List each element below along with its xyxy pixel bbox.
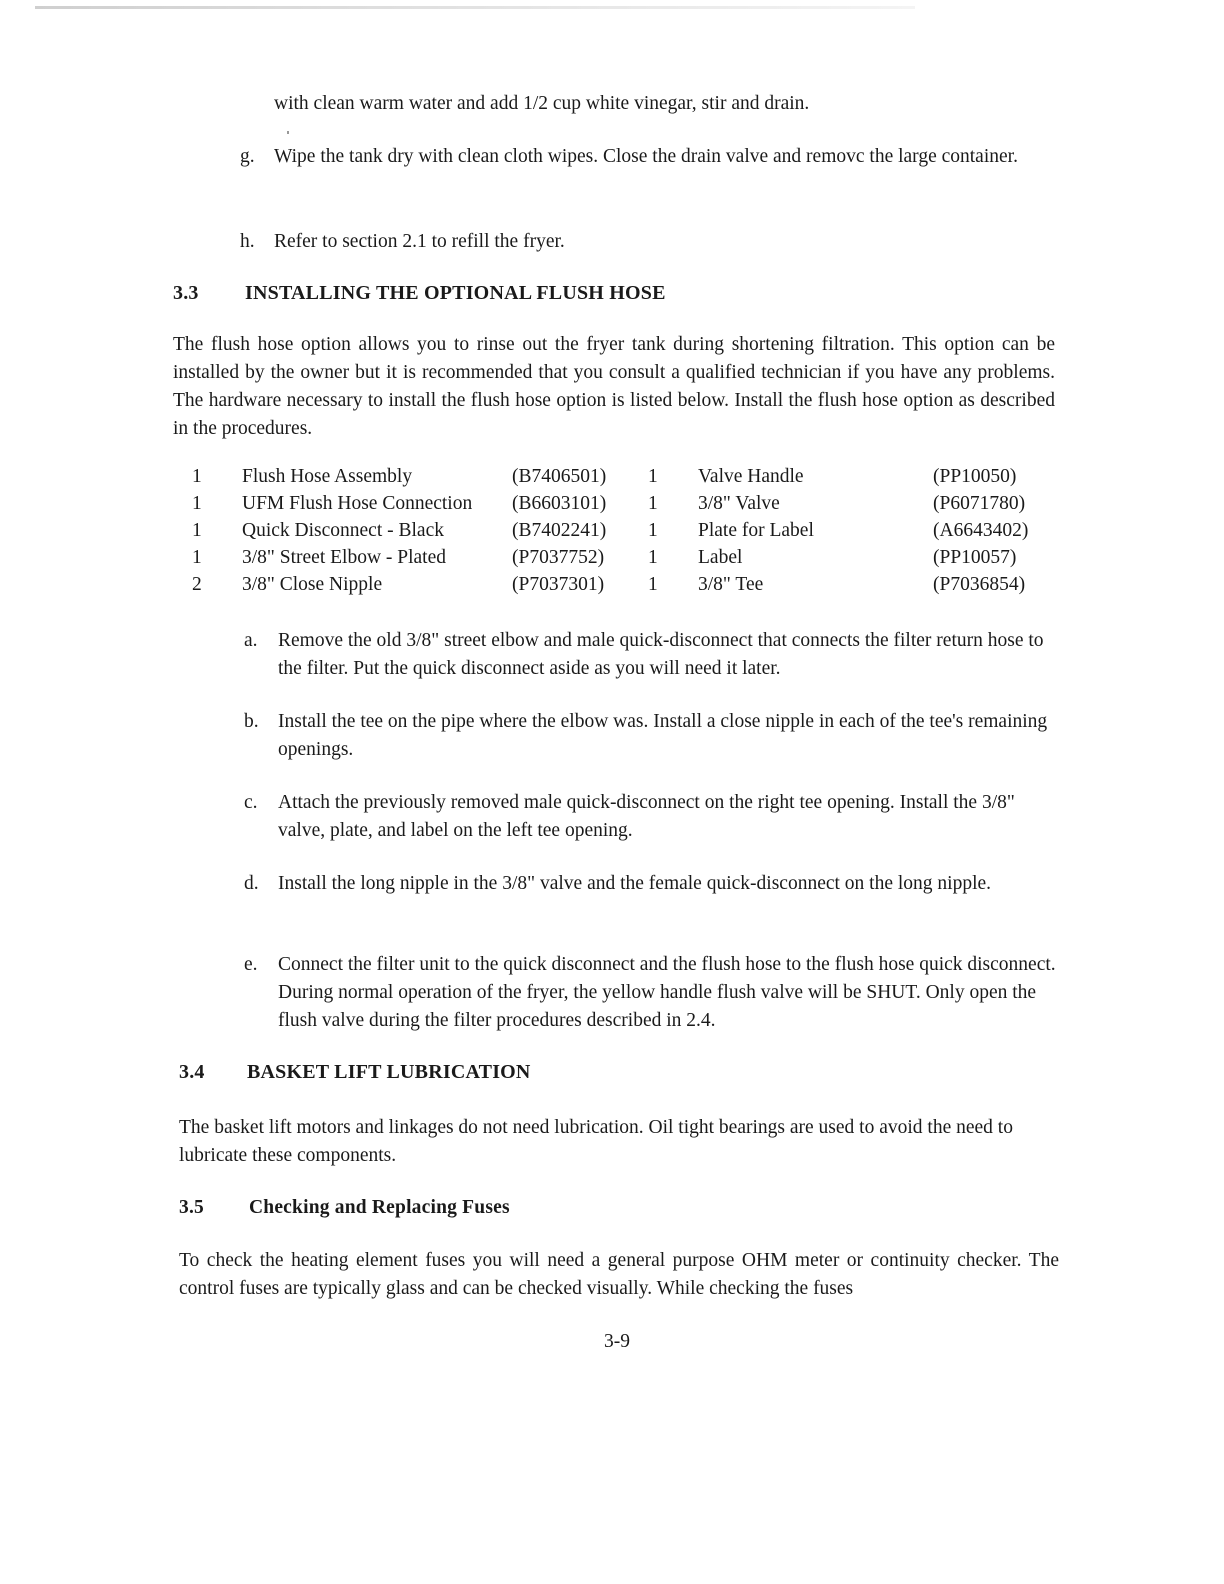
procedure-step-c <box>244 789 1056 845</box>
part-number: (P7037752) <box>512 547 605 568</box>
part-name: Quick Disconnect - Black <box>242 520 444 541</box>
part-name: Valve Handle <box>698 466 804 487</box>
section-heading-3-3 <box>173 282 1073 305</box>
step-label: a. <box>244 630 258 651</box>
part-qty: 2 <box>192 574 202 595</box>
procedure-step-a <box>244 627 1056 683</box>
list-item-g <box>240 143 1070 171</box>
step-text: Install the tee on the pipe where the elbow was. Install a close nipple in each of the tee's remaining openings. <box>278 711 1048 760</box>
part-number: (P6071780) <box>933 493 1026 514</box>
part-number: (P7037301) <box>512 574 605 595</box>
part-number: (PP10057) <box>933 547 1017 568</box>
parts-row <box>190 574 1090 601</box>
page-number: 3-9 <box>604 1331 630 1352</box>
step-text: Connect the filter unit to the quick disconnect and the flush hose to the flush hose quick disconnect. During normal operation of the fryer, the yellow handle flush valve will be SHUT. Only open the flush valve during the filter procedures described in 2.4. <box>278 954 1056 1031</box>
part-number: (B7406501) <box>512 466 607 487</box>
scan-speck <box>287 131 289 134</box>
part-name: Flush Hose Assembly <box>242 466 413 487</box>
part-number: (PP10050) <box>933 466 1017 487</box>
section-body-paragraph: The basket lift motors and linkages do not need lubrication. Oil tight bearings are used to avoid the need to lubricate these components. <box>179 1117 1013 1166</box>
section-heading-3-5 <box>179 1197 1079 1219</box>
part-qty: 1 <box>648 547 658 568</box>
parts-row <box>190 520 1090 547</box>
list-item-label: g. <box>240 146 255 167</box>
part-name: UFM Flush Hose Connection <box>242 493 473 514</box>
section-title: INSTALLING THE OPTIONAL FLUSH HOSE <box>245 282 666 304</box>
section-number: 3.5 <box>179 1197 204 1218</box>
part-number: (A6643402) <box>933 520 1029 541</box>
scan-edge-line <box>35 6 915 9</box>
section-number: 3.4 <box>179 1061 205 1083</box>
section-body-paragraph: To check the heating element fuses you will need a general purpose OHM meter or continuity checker. The control fuses are typically glass and can be checked visually. While checking the fuses <box>179 1250 1059 1299</box>
part-qty: 1 <box>648 493 658 514</box>
procedure-step-e <box>244 951 1056 1035</box>
procedure-step-d <box>244 870 1056 898</box>
step-label: d. <box>244 873 259 894</box>
part-qty: 1 <box>192 466 202 487</box>
step-text: Attach the previously removed male quick-disconnect on the right tee opening. Install the 3/8" valve, plate, and label on the left tee opening. <box>278 792 1015 841</box>
step-label: e. <box>244 954 258 975</box>
list-item-text: Refer to section 2.1 to refill the fryer. <box>274 231 565 252</box>
part-name: 3/8" Tee <box>698 574 764 595</box>
part-number: (P7036854) <box>933 574 1026 595</box>
part-name: 3/8" Street Elbow - Plated <box>242 547 447 568</box>
step-text: Remove the old 3/8" street elbow and male quick-disconnect that connects the filter return hose to the filter. Put the quick disconnect aside as you will need it later. <box>278 630 1044 679</box>
list-item-h <box>240 228 1070 256</box>
section-title: Checking and Replacing Fuses <box>249 1197 510 1218</box>
parts-row <box>190 493 1090 520</box>
part-name: Label <box>698 547 743 568</box>
procedure-step-b <box>244 708 1056 764</box>
part-qty: 1 <box>192 493 202 514</box>
part-name: Plate for Label <box>698 520 814 541</box>
part-name: 3/8" Valve <box>698 493 780 514</box>
section-title: BASKET LIFT LUBRICATION <box>247 1061 531 1083</box>
section-intro-paragraph: The flush hose option allows you to rinse out the fryer tank during shortening filtration. This option can be installed by the owner but it is recommended that you consult a qualified technician if you have any problems. The hardware necessary to install the flush hose option is listed below. Install the flush hose option as described in the procedures. <box>173 334 1055 439</box>
list-item-text: Wipe the tank dry with clean cloth wipes. Close the drain valve and removc the large container. <box>274 146 1018 167</box>
step-text: Install the long nipple in the 3/8" valve and the female quick-disconnect on the long nipple. <box>278 873 992 894</box>
part-qty: 1 <box>648 466 658 487</box>
part-number: (B7402241) <box>512 520 607 541</box>
part-name: 3/8" Close Nipple <box>242 574 383 595</box>
part-qty: 1 <box>192 520 202 541</box>
part-number: (B6603101) <box>512 493 607 514</box>
section-number: 3.3 <box>173 282 199 304</box>
list-item-label: h. <box>240 231 255 252</box>
continuation-line: with clean warm water and add 1/2 cup white vinegar, stir and drain. <box>274 93 810 114</box>
parts-row <box>190 466 1090 493</box>
step-label: c. <box>244 792 258 813</box>
part-qty: 1 <box>192 547 202 568</box>
parts-list <box>190 466 1090 606</box>
part-qty: 1 <box>648 574 658 595</box>
step-label: b. <box>244 711 259 732</box>
part-qty: 1 <box>648 520 658 541</box>
parts-row <box>190 547 1090 574</box>
section-heading-3-4 <box>179 1061 1079 1084</box>
